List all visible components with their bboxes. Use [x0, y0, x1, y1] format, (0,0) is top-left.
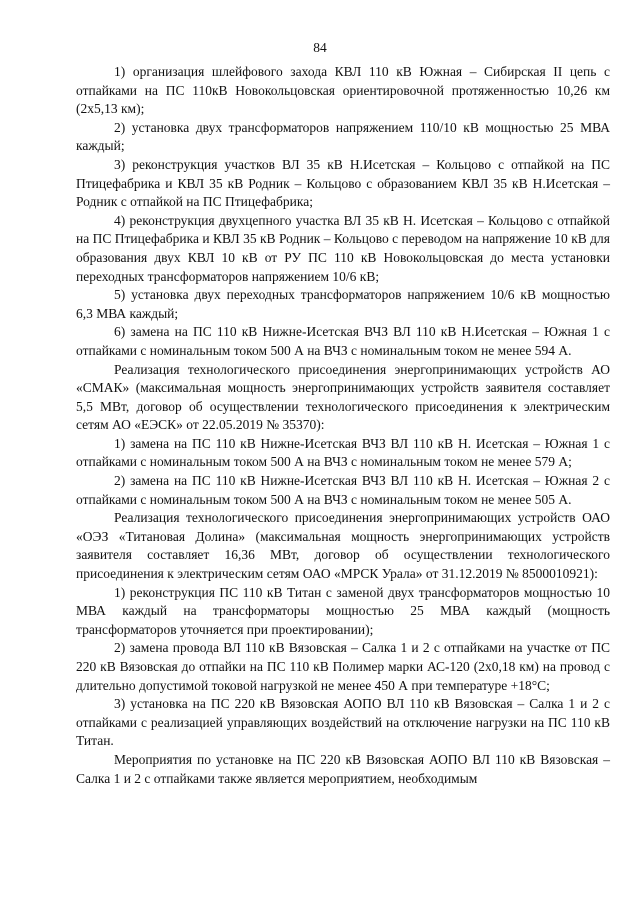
paragraph-measures: Мероприятия по установке на ПС 220 кВ Вязовская АОПО ВЛ 110 кВ Вязовская – Салка 1 и 2 с отпайками также является мероприятием, необходимым: [76, 751, 610, 786]
paragraph-item-6: 6) замена на ПС 110 кВ Нижне-Исетская ВЧЗ ВЛ 110 кВ Н.Исетская – Южная 1 с отпайками с номинальным током 500 А на ВЧЗ с номинальным током не менее 594 А.: [76, 324, 610, 358]
paragraph-titan-item-3: 3) установка на ПС 220 кВ Вязовская АОПО ВЛ 110 кВ Вязовская – Салка 1 и 2 с отпайками с реализацией управляющих воздействий на отключение нагрузки на ПС 110 кВ Титан.: [76, 696, 610, 749]
paragraph-smak-item-2: 2) замена на ПС 110 кВ Нижне-Исетская ВЧЗ ВЛ 110 кВ Н. Исетская – Южная 2 с отпайками с номинальным током 500 А на ВЧЗ с номинальным током не менее 505 А.: [76, 473, 610, 507]
paragraph-item-3: 3) реконструкция участков ВЛ 35 кВ Н.Исетская – Кольцово с отпайкой на ПС Птицефабрика и КВЛ 35 кВ Родник – Кольцово с образованием КВЛ 35 кВ Н.Исетская – Родник с отпайкой на ПС Птицефабрика;: [76, 156, 610, 210]
paragraph-smak-item-1: 1) замена на ПС 110 кВ Нижне-Исетская ВЧЗ ВЛ 110 кВ Н. Исетская – Южная 1 с отпайками с номинальным током 500 А на ВЧЗ с номинальным током не менее 579 А;: [76, 435, 610, 470]
paragraph-titan-item-2: 2) замена провода ВЛ 110 кВ Вязовская – Салка 1 и 2 с отпайками на участке от ПС 220 кВ Вязовская до отпайки на ПС 110 кВ Полимер марки АС-120 (2х0,18 км) на провод с длительно допустимой токовой нагрузкой не менее 450 А при температуре +18°С;: [76, 640, 610, 693]
paragraph-item-1: 1) организация шлейфового захода КВЛ 110 кВ Южная – Сибирская II цепь с отпайками на ПС 110кВ Новокольцовская ориентировочной протяженностью 10,26 км (2х5,13 км);: [76, 64, 610, 117]
document-body: [76, 63, 610, 788]
page-number: 84: [313, 40, 327, 55]
paragraph-titan-intro: Реализация технологического присоединения энергопринимающих устройств ОАО «ОЭЗ «Титановая Долина» (максимальная мощность энергопринимающих устройств заявителя составляет 16,36 МВт, договор об осуществлении технологического присоединения к электрическим сетям ОАО «МРСК Урала» от 31.12.2019 № 8500010921):: [76, 510, 610, 582]
paragraph-item-5: 5) установка двух переходных трансформаторов напряжением 10/6 кВ мощностью 6,3 МВА каждый;: [76, 287, 610, 321]
paragraph-item-2: 2) установка двух трансформаторов напряжением 110/10 кВ мощностью 25 МВА каждый;: [76, 119, 610, 154]
paragraph-titan-item-1: 1) реконструкция ПС 110 кВ Титан с заменой двух трансформаторов мощностью 10 МВА каждый на трансформаторы мощностью 25 МВА каждый (мощность трансформаторов уточняется при проектировании);: [76, 584, 610, 637]
paragraph-smak-intro: Реализация технологического присоединения энергопринимающих устройств АО «СМАК» (максимальная мощность энергопринимающих устройств заявителя составляет 5,5 МВт, договор об осуществлении технологического присоединения к электрическим сетям АО «ЕЭСК» от 22.05.2019 № 35370):: [76, 361, 610, 433]
paragraph-item-4: 4) реконструкция двухцепного участка ВЛ 35 кВ Н. Исетская – Кольцово с отпайкой на ПС Птицефабрика и КВЛ 35 кВ Родник – Кольцово с переводом на напряжение 10 кВ для образования двух КВЛ 10 кВ от РУ ПС 110 кВ Новокольцовская до места установки переходных трансформаторов напряжением 10/6 кВ;: [76, 212, 610, 284]
